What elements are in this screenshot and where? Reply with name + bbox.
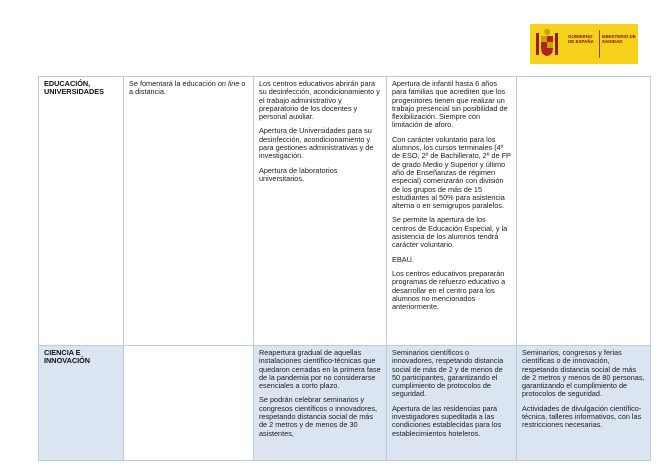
cell-text: EBAU. [392, 254, 414, 264]
cell-text: Reapertura gradual de aquellas instalaciones científico-técnicas que quedaron cerradas en la primera fase de la pandemia por no considerarse esenciales a corto plazo. [259, 348, 381, 391]
cell-text: Se permite la apertura de los centros de Educación Especial, y la asistencia de los alumnos tendrá carácter voluntario. [392, 215, 508, 250]
cell-text: Apertura de laboratorios universitarios. [259, 165, 338, 183]
cell-text: Los centros educativos abrirán para su desinfección, acondicionamiento y el trabajo administrativo y preparatorio de los docentes y personal auxiliar. [259, 79, 380, 122]
category-cell [39, 346, 124, 461]
cell-text: Apertura de las residencias para investigadores supeditada a las condiciones establecidas para los establecimientos hoteleros. [392, 403, 502, 438]
government-logo [530, 24, 638, 64]
phase-2-cell [387, 77, 517, 346]
category-label: CIENCIA E INNOVACIÓN [44, 348, 91, 366]
cell-text: Seminarios, congresos y ferias científicas o de innovación, respetando distancia social de más de 2 metros y menos de 80 personas, garantizando el cumplimiento de protocolos de seguridad. [522, 348, 645, 399]
cell-text: Apertura de Universidades para su desinfección, acondicionamiento y para gestiones administrativas y de investigación. [259, 126, 374, 161]
cell-text: Se fomentará la educación on line o a distancia. [129, 79, 246, 97]
table-row-education [39, 77, 651, 346]
phase-1-cell [254, 77, 387, 346]
logo-text-government: GOBIERNO DE ESPAÑA [568, 34, 594, 45]
category-label: EDUCACIÓN, UNIVERSIDADES [44, 79, 105, 97]
phase-3-cell [517, 346, 651, 461]
measures-table [38, 76, 651, 461]
phase-0-cell [124, 346, 254, 461]
cell-text: Actividades de divulgación científico-técnica, talleres informativos, con las restricciones necesarias. [522, 403, 642, 430]
cell-text: Se podrán celebrar seminarios y congresos científicos o innovadores, respetando distancia social de más de 2 metros y de menos de 30 asistentes, [259, 395, 378, 438]
phase-1-cell [254, 346, 387, 461]
coat-of-arms-icon [534, 27, 560, 61]
cell-text: Con carácter voluntario para los alumnos, los cursos terminales (4º de ESO, 2º de Bachillerato, 2º de FP de grado Medio y Superior y último año de Enseñanzas de régimen especial) comenzarán con división de los grupos de más de 15 estudiantes al 50% para asistencia alterna o en semigrupos paralelos. [392, 134, 511, 211]
cell-text: Los centros educativos prepararán programas de refuerzo educativo a desarrollar en el centro para los alumnos no mencionados anteriormente. [392, 268, 506, 312]
logo-divider [599, 30, 600, 58]
logo-text-ministry: MINISTERIO DE SANIDAD [602, 34, 636, 45]
phase-2-cell [387, 346, 517, 461]
phase-0-cell [124, 77, 254, 346]
phase-3-cell [517, 77, 651, 346]
category-cell [39, 77, 124, 346]
cell-text: Apertura de infantil hasta 6 años para familias que acrediten que los progenitores tienen que realizar un trabajo presencial sin posibilidad de flexibilización. Siempre con limitación de aforo. [392, 79, 508, 130]
cell-text: Seminarios científicos o innovadores, respetando distancia social de más de 2 y de menos de 50 participantes, garantizando el cumplimiento de protocolos de seguridad. [392, 348, 504, 399]
table-row-science [39, 346, 651, 461]
